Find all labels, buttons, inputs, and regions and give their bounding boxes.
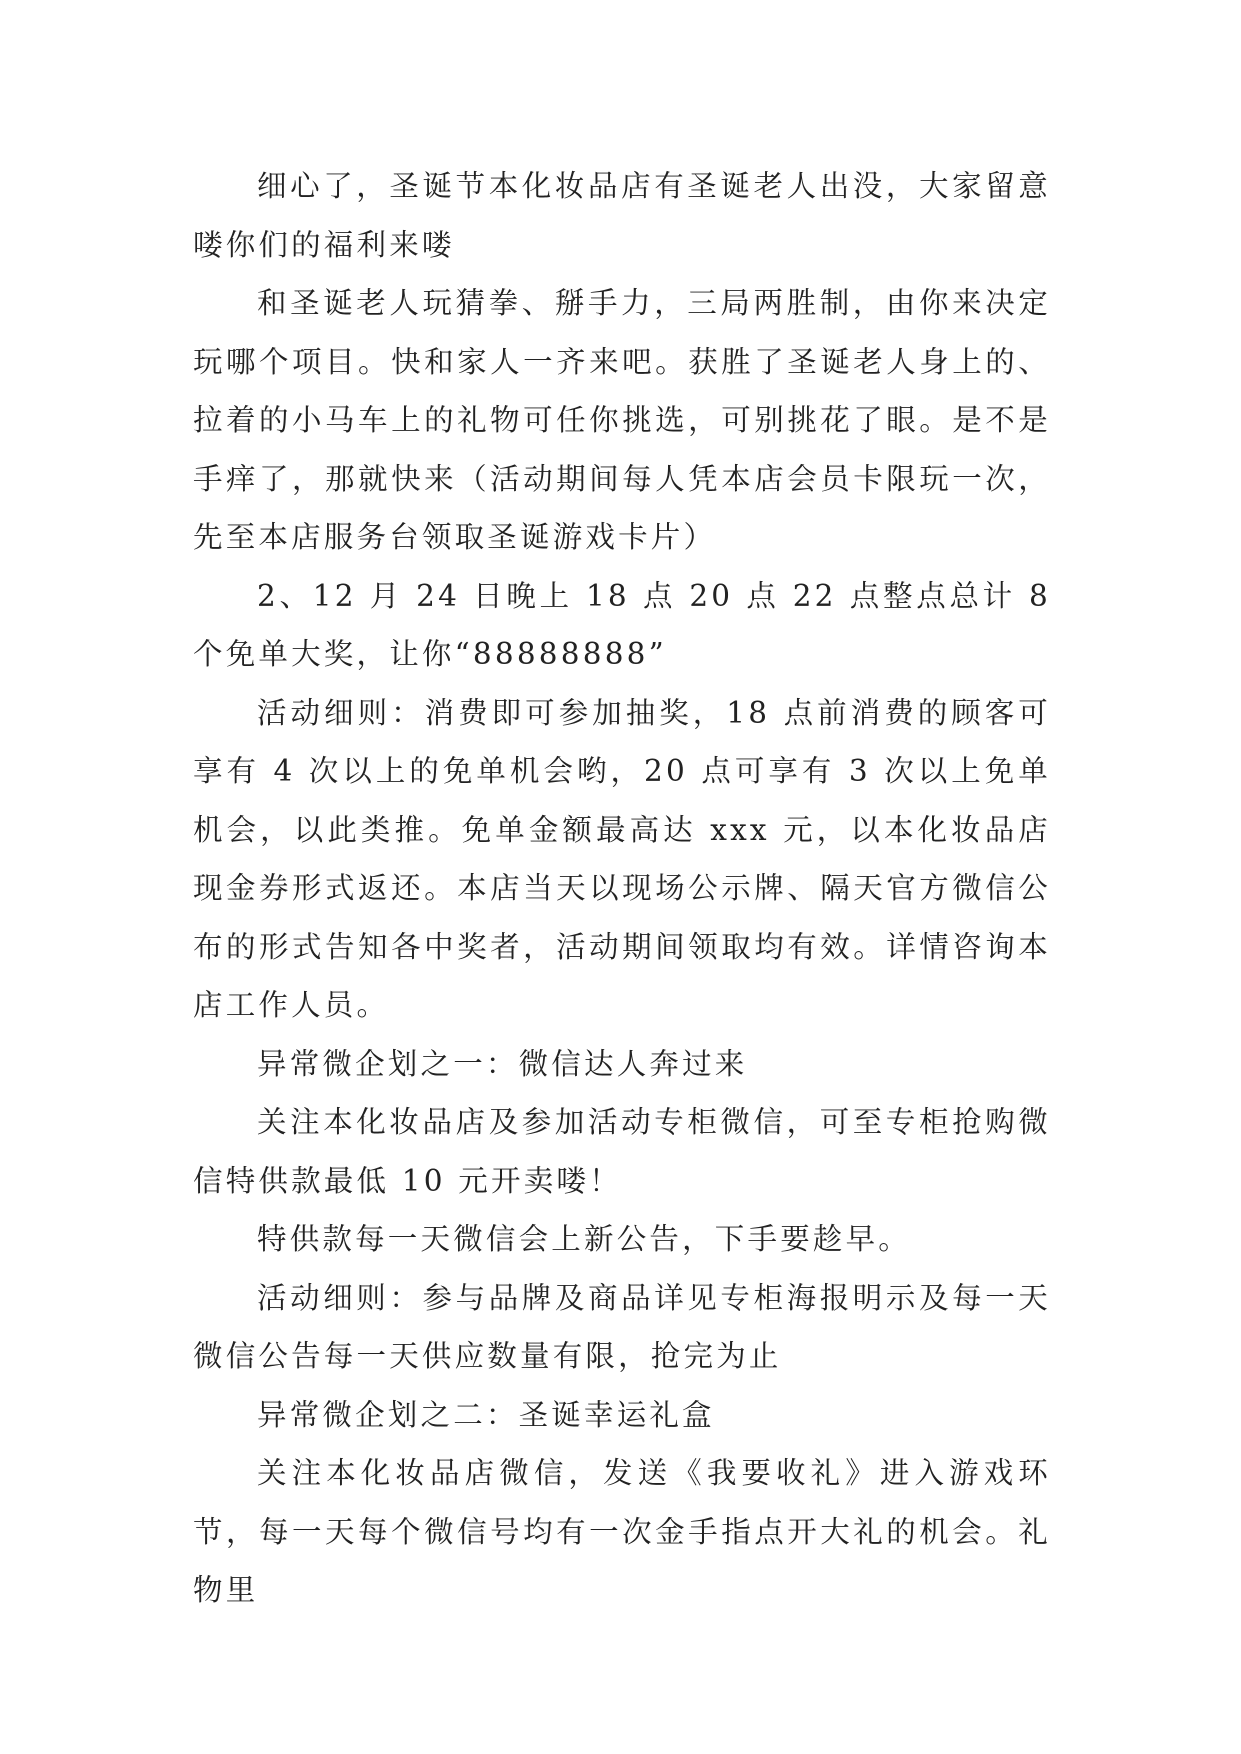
paragraph-wechat-follow: 关注本化妆品店及参加活动专柜微信，可至专柜抢购微信特供款最低 10 元开卖喽！ (193, 1105, 1051, 1198)
document-body (193, 157, 1051, 1620)
paragraph-wechat-plan-2-heading: 异常微企划之二：圣诞幸运礼盒 (257, 1397, 715, 1432)
paragraph-activity-rules-2: 活动细则：参与品牌及商品详见专柜海报明示及每一天微信公告每一天供应数量有限，抢完为止 (193, 1280, 1051, 1373)
paragraph-special-offer-notice: 特供款每一天微信会上新公告，下手要趁早。 (257, 1222, 912, 1256)
paragraph-santa-sighting: 细心了，圣诞节本化妆品店有圣诞老人出没，大家留意喽你们的福利来喽 (193, 169, 1051, 262)
paragraph-wechat-plan-1-heading: 异常微企划之一：微信达人奔过来 (257, 1046, 748, 1081)
paragraph-santa-games: 和圣诞老人玩猜拳、掰手力，三局两胜制，由你来决定玩哪个项目。快和家人一齐来吧。获胜了圣诞老人身上的、拉着的小马车上的礼物可任你挑选，可别挑花了眼。是不是手痒了，那就快来（活动期间每人凭本店会员卡限玩一次，先至本店服务台领取圣诞游戏卡片） (193, 286, 1051, 554)
paragraph-free-order-prize: 2、12 月 24 日晚上 18 点 20 点 22 点整点总计 8 个免单大奖，让你“88888888” (193, 578, 1051, 671)
paragraph-lucky-gift-box: 关注本化妆品店微信，发送《我要收礼》进入游戏环节，每一天每个微信号均有一次金手指点开大礼的机会。礼物里 (193, 1456, 1051, 1607)
paragraph-activity-rules-1: 活动细则：消费即可参加抽奖，18 点前消费的顾客可享有 4 次以上的免单机会哟，20 点可享有 3 次以上免单机会，以此类推。免单金额最高达 xxx 元，以本化妆品店现金券形式返还。本店当天以现场公示牌、隔天官方微信公布的形式告知各中奖者，活动期间领取均有效。详情咨询本店工作人员。 (193, 695, 1051, 1022)
